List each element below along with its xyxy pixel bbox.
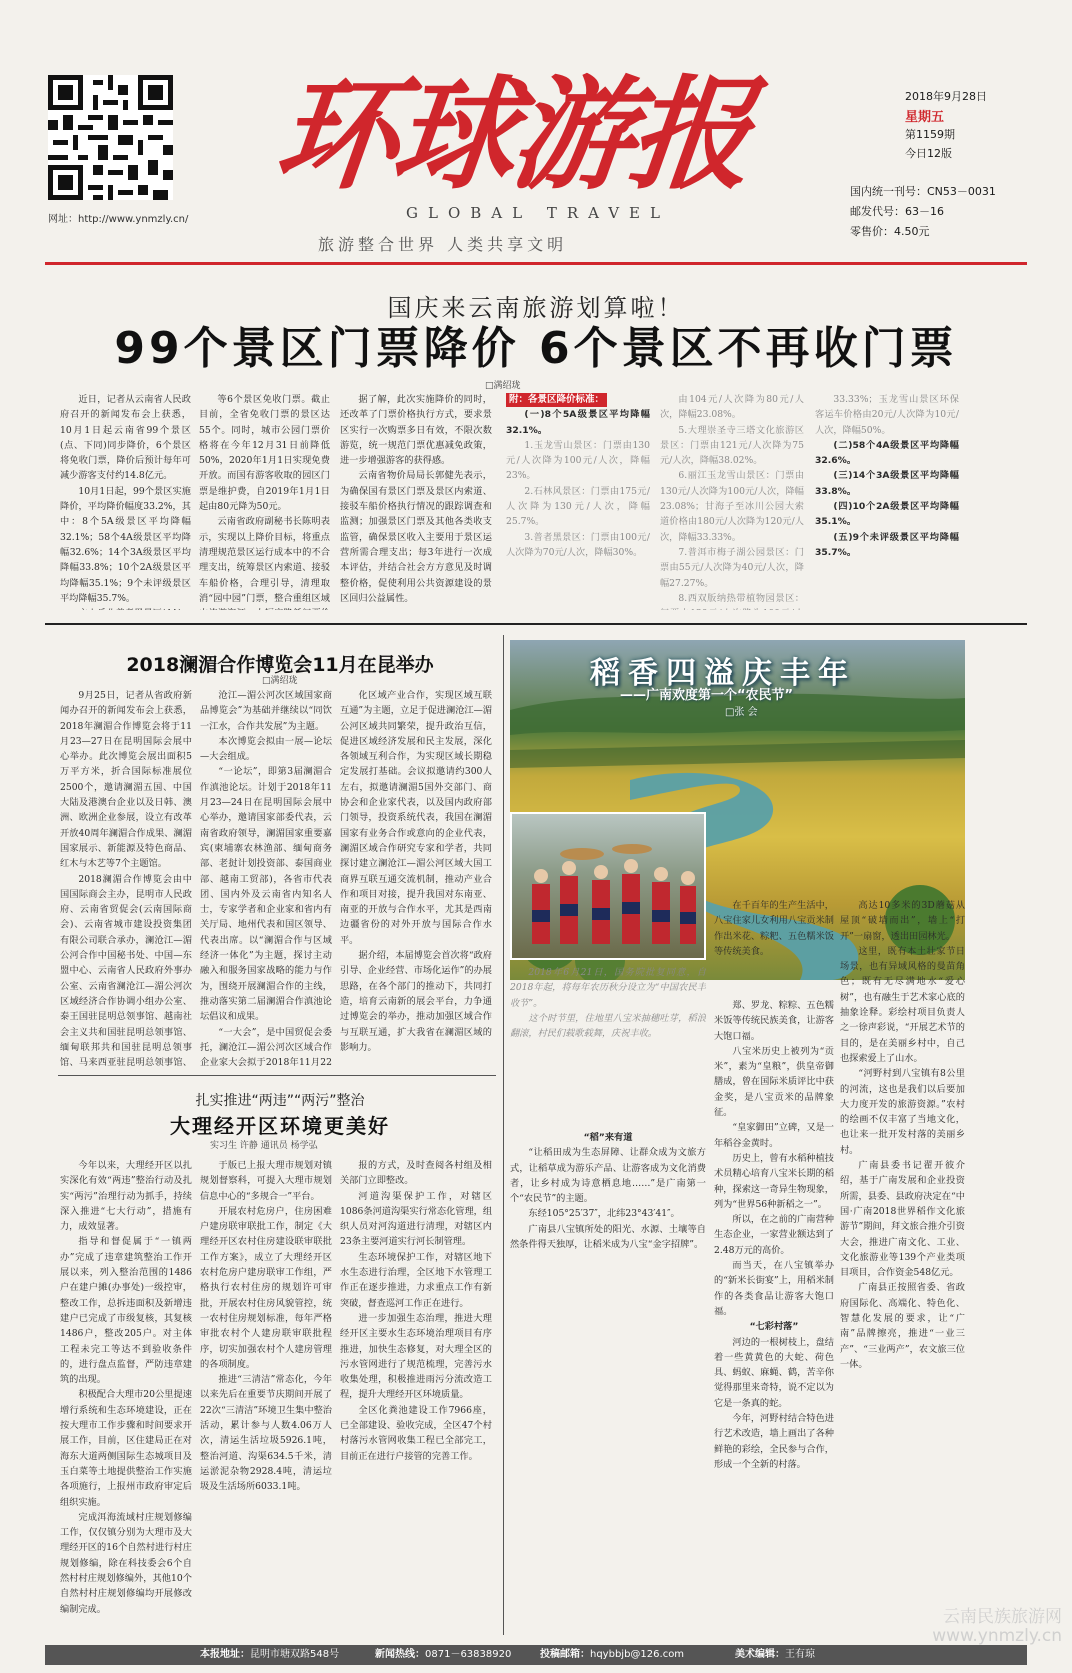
photo-italic-col: 2018年6月21日，国务院批复同意，自2018年起，将每年农历秋分设立为“中国农民丰收节”。 这个时节里，住地里八宝米抽穗吐芽，稻浪翻滚，村民们载歌载舞，庆祝丰收。 <box>510 967 706 1040</box>
photo-subtitle: ——广南欢度第一个“农民节” <box>620 688 794 703</box>
dali-headline: 大理经开区环境更美好 <box>170 1114 390 1138</box>
address: 昆明市塘双路548号 <box>250 1649 340 1660</box>
expo-divider <box>58 1075 496 1076</box>
section-divider <box>45 623 1027 625</box>
dali-col-2: 于版已上报大理市规划对镇规划督察科，可提入大理市规划信息中心的“多规合一”平台。 开展农村危房户，住房困难户建房联审联批工作，制定《大理经开区农村住房建设联审联批工作方案》，成立了大理经开区农村危房户建房联审工作组，严格执行农村住房的规划许可审批，开展农村住房风貌管控，统一农村住房规划标准，每年严格审批农村个人建房联审联批程序，切实加强农村个人建房管理的各项制度。 推进“三清洁”常态化，今年以来先后在重要节庆期间开展了22次“三清洁”环境卫生集中整治活动，累计参与人数4.06万人次，清运生活垃圾5926.1吨，整治河道、沟渠634.5千米，清运淤泥杂物2928.4吨，清运垃圾及生活场所6033.1吨。 <box>200 1160 332 1493</box>
issue-date: 2018年9月28日 <box>905 90 987 103</box>
photo-col-mid: 郑、罗龙、粽粽、五色糯米饭等传统民族美食，让游客大饱口福。 八宝米历史上被列为“贡米”，素为“皇粮”，供皇帝御膳成，曾在国际米质评比中获金奖，是八宝贡米的品牌象征。 “皇家御田”立碑，又是一年稻谷金黄时。 历史上，曾有水稻种植技术员精心培育八宝米长期的稻种，探索这一奇异生物现象，列为“世界56种新稻之一”。 所以，在之前的广南营种生态企业，一家营业额达到了2.48万元的高价。 而当天，在八宝镇举办的“新米长街宴”上，用稻米制作的各类食品让游客大饱口福。 “七彩村落” 河边的一根树枝上，盘结着一些黄黄色的大蛇、荷色具、蚂蚁、麻蝇、鹤，苦辛你觉得那里来奇特，说不定以为它是一条真的蛇。 今年，河野村结合特色进行艺术改造，墙上画出了各种鲜艳的彩绘，全民参与合作，形成一个全新的村落。 <box>714 1000 834 1470</box>
dali-col-3: 报的方式，及时查阅各村组及相关部门立即整改。 河道沟渠保护工作，对辖区1086条河道沟渠实行常态化管理，组织人员对河沟道进行清理，对辖区内23条主要河道实行河长制管理。 生态环境保护工作，对辖区地下水生态进行治理，全区地下水管理工作正在逐步推进，力求重点工作有新突破，督查巡河工作正在进行。 进一步加强生态治理，推进大理经开区主要水生态环境治理项目有序推进，加快生态修复，对大理全区的污水管网进行了规范梳理，完善污水收集处理，积极推进雨污分流改造工程，提升大理经开区环境质量。 全区化粪池建设工作7966座，已全部建设、验收完成，全区47个村村落污水管网收集工程已全部完工，目前正在进行户接管的完善工作。 <box>340 1160 492 1462</box>
lead-sidebar: 附：各景区降价标准： (一)8个5A级景区平均降幅32.1%。 1.玉龙雪山景区：门票由130元/人次降为100元/人次，降幅23%。 2.石林风景区：门票由175元/人次降为130元/人次，降幅25.7%。 3.普者黑景区：门票由100元/人次降为70元/人次，降幅30%。 <box>506 394 650 558</box>
lead-sidebar-col-2: 由104元/人次降为80元/人次，降幅23.08%。 5.大理崇圣寺三塔文化旅游区景区：门票由121元/人次降为75元/人次，降幅38.02%。 6.丽江玉龙雪山景区：门票由130元/人次降为100元/人次，降幅23.08%；甘海子至冰川公园大索道价格由180元/人次降为120元/人次，降幅33.33%。 7.普洱市梅子湖公园景区：门票由55元/人次降为40元/人次，降幅27.27%。 8.西双版纳热带植物园景区： <box>660 394 804 604</box>
phone-label: 新闻热线： <box>375 1649 425 1660</box>
issue-number: 第1159期 <box>905 128 955 141</box>
photo-title: 稻香四溢庆丰年 <box>590 656 856 691</box>
photo-col-left: “稻”来有道 “让稻田成为生态屏障、让群众成为文旅方式，让稻草成为游乐产品、让游客成为文化消费者，让乡村成为诗意栖息地……”是广南第一个“农民节”的主题。 东经105°25′37″，北纬23°43′41″。 广南县八宝镇所处的阳光、水源、土壤等自然条件得天独厚，让稻米成为八宝“金字招牌”。 <box>510 1132 706 1251</box>
watermark-line-1: 云南民族旅游网 <box>943 1607 1062 1627</box>
editor-label: 美术编辑： <box>735 1649 785 1660</box>
lead-sidebar-col-3: 33.33%；玉龙雪山景区环保客运车价格由20元/人次降为10元/人次，降幅50%。 (二)58个4A级景区平均降幅32.6%。 (三)14个3A级景区平均降幅33.8%。 (四)10个2A级景区平均降幅35.1%。 (五)9个未评级景区平均降幅35.7%。 <box>815 394 959 558</box>
expo-col-3: 化区域产业合作，实现区域互联互通”为主题，立足于促进澜沧江—湄公河区域共同繁荣，提升政治互信，促进区域经济发展和民主发展，深化各领域互利合作，为实现区域长期稳定发展打基础。会议拟邀请约300人左右，拟邀请澜湄5国外交部门、商协会和企业家代表，以及国内政府部门领导，投资系统代表，我国在澜湄国家有业务合作或意向的企业代表，澜湄区域合作研究专家和学者，共同探讨建立澜沧江—湄公河区域大国工商界互联互通交流机制，推动产业合作和项目对接，提升我国对东南亚、南亚的开放与合作水平，尤其是西南边疆省份的对外开放与国际合作水平。 据介绍，本届博览会首次将“政府引导、企业经营、市场化运作”的办展思路，在各个部门的推动下，共同打造，培育云南新的展会平台，力争通过博览会的举办，推动加强区域合作与互联互通，扩大我省在澜湄区域的影响力。 <box>340 690 492 1053</box>
email-label: 投稿邮箱： <box>540 1649 590 1660</box>
photo-byline: □张 会 <box>725 707 758 718</box>
issue-pages: 今日12版 <box>905 147 952 160</box>
lead-col-2: 等6个景区免收门票。截止目前，全省免收门票的景区达55个。同时，城市公园门票价格将在今年12月31日前降低50%，2020年1月1日实现免费开放。而国有游客收取的园区门票是维护费，自2019年1月1日起由80元降为50元。 云南省政府副秘书长陈明表示，实现以上降价目标，将重点清理规范景区运行成本中的不合理支出，统筹景区内索道、接驳车船价格，合理引导，清理取消“园中园”门票，整合重组区域 <box>199 394 330 604</box>
website[interactable]: 网址：http://www.ynmzly.cn/ <box>48 214 189 225</box>
dali-kicker: 扎实推进“两违”“两污”整治 <box>195 1093 365 1109</box>
dali-col-1: 今年以来，大理经开区以扎实深化有效“两违”整治行动及扎实“两污”治理行动为抓手，持续深入推进“七大行动”，措施有力，成效显著。 指导和督促属于“一镇两办”完成了违章建筑整治工作开展以来，列入整治范围的1486户在建户摊(办事处)一级控审，整改工作，总拆违面积及新增违建户已完成了市级复核，其复核1486户，整改205户。对主体工程未完工等达不到验收条件的，进行盘点监督，严防违章建筑的出现。 积极配合大理市20公里提速增行系统和生态环境建设，正在按大理市工作步骤和时间要求开展工作，目前，区住建局正在对海东大道两侧国际生态城项目及玉白菜等土地提供整治工作实施各项施行，上报州市政府审定后组织实施。 完成洱海流域村庄规划修编工作，仅仅镇分别为大理市及大理经开区的16个自然村进行村庄规划修编，除在科技委会6个自然村村庄规划修编外，其他10个自然村村庄规划修编均开展修改编制完成。 <box>60 1160 192 1615</box>
cn-number: 国内统一刊号：CN53－0031 <box>850 185 996 198</box>
editor: 王有琼 <box>785 1649 815 1660</box>
watermark <box>852 1608 1062 1646</box>
lead-col-1: 近日，记者从云南省人民政府召开的新闻发布会上获悉，10月1日起云南省99个景区(点、下同)同步降价，6个景区将免收门票，降价后预计每年可减少游客支付约14.8亿元。 10月1日起，99个景区实施降价，平均降价幅度33.2%，其中：8个5A级景区平均降幅32.1%；58个4A级景区平均降幅32.6%；14个3A级景区平均降幅33.8%；10个2A级景区平均降幅35.1%；9个未评级景区平均降幅35.7%。 <box>60 394 191 604</box>
price: 零售价：4.50元 <box>850 225 930 238</box>
column-divider <box>503 635 504 1635</box>
issue-weekday: 星期五 <box>905 110 945 125</box>
photo-caption-col-2: 高达10多米的3D蘑菇从屋顶“破墙而出”，墙上“打开”一扇窗，透出田园林光。 这里，既有本土壮家节日场景，也有异域风格的曼苗角色；既有无尽满地水“爱心树”，也有融生于艺术家心底的抽象诠释。彩绘村项目负责人之一徐声彩说，“开展艺术节的目的，是在美丽乡村中，自己也探索爱上了山水。 “河野村到八宝镇有8公里的河流，这也是我们以后要加大力度开发的旅游资源。”农村的绘画不仅丰富了当地文化，也让来一批开发村落的美丽乡村。 广南县委书记翟开彼介绍，基于广南发展和企业投资所需，县委、县政府决定在“中国·广南2018世界稻作文化旅游节”期间，拜文旅合推介引资大会，推进广南文化、工业、文化旅游业等139个产业类项目项目，合作资金548亿元。 广南县正按照省委、省政府国际化、高端化、特色化、智慧化发展的要求，让“广南”品牌擦亮，推进“一业三产”、“三业两产”，农文旅三位一体。 <box>840 900 965 1370</box>
postal-code: 邮发代号：63－16 <box>850 205 944 218</box>
watermark-line-2: www.ynmzly.cn <box>932 1626 1062 1646</box>
newspaper-title: 环球游报 <box>268 64 756 206</box>
dancers-photo <box>510 812 706 960</box>
expo-col-1: 9月25日，记者从省政府新闻办召开的新闻发布会上获悉，2018年澜湄合作博览会将于11月23—27日在昆明国际会展中心举办。此次博览会展出面积5万平方米，折合国际标准展位2500个，邀请澜湄五国、中国大陆及港澳台企业以及日韩、澳洲、欧洲企业参展，设立有改革开放40周年澜湄合作成果、澜湄国家展示、新能源及特色商品、红木与木艺等7个主题馆。 2018澜湄合作博览会由中国国际商会主办，昆明市人民政府、云南省贸促会(云南国际商会)、云南省城市建设投资集团有限公司联合承办，澜沧江—湄公河合作中国秘书处、中国—东盟中心、云南省人民政府外事办公室、云南省澜沧江—湄公河次区域经济合作协调小组办公室、泰王国驻昆明总领事馆、越南社会主义共和国驻昆明总领事馆、缅甸联邦共和国驻昆明总领事馆、马来西亚驻昆明总领事馆、 <box>60 690 192 1068</box>
lead-headline: 99个景区门票降价 6个景区不再收门票 <box>114 323 958 374</box>
dali-byline: 实习生 许静 通讯员 杨学弘 <box>210 1141 318 1151</box>
expo-headline: 2018澜湄合作博览会11月在昆举办 <box>126 654 434 676</box>
expo-byline: □满绍珑 <box>262 676 298 686</box>
expo-col-2: 沧江—湄公河次区域国家商品博览会”为基础并继续以“同饮一江水，合作共发展”为主题。 本次博览会拟由一展—论坛—大会组成。 “一论坛”，即第3届澜湄合作滇池论坛。计划于2018年11月23—24日在昆明国际会展中心举办，邀请国家部委代表，云南省政府领导，澜湄国家重要嘉宾(柬埔寨农林渔部、缅甸商务部、老挝计划投资部、泰国商业部、越南工贸部)，各省市代表团、国内外及云南省内知名人士，专家学者和企业家和省内有关厅局、地州代表和国区领导、代表出席。以“澜湄合作与区域经济一体化”为主题，探讨主动融入和服务国家战略的能力与作为，围绕开展澜湄合作的主线，推动落实第二届澜湄合作滇池论坛倡议和成果。 “一大会”，是中国贸促会委托，澜沧江—湄公河次区域合作企业家大会拟于2018年11月22 <box>200 690 332 1068</box>
lead-byline: □满绍珑 <box>485 381 521 391</box>
qr-code <box>48 75 173 200</box>
footer-bar <box>45 1645 1027 1665</box>
photo-caption-col-1: 在千百年的生产生活中，八宝住家儿女利用八宝贡米制作出米花、粽粑、五色糯米饭等传统美食。 <box>714 900 834 957</box>
lead-col-3: 据了解，此次实施降价的同时，还改革了门票价格执行方式，要求景区实行一次购票多日有效，不限次数游览，统一规范门票优惠减免政策，进一步增强游客的获得感。 云南省物价局局长郭健先表示，为确保国有景区门票及景区内索道、接驳车船价格执行情况的跟踪调查和监测；加强景区门票及其他各类收支监管，确保景区收入主要用于景区运营所需合理支出；每3年进行一次成本评估，并结合社会方方意见及时调整价格，促使利用公共资源建设的景区回归公益属性。 <box>340 394 492 604</box>
email[interactable]: hqybbjb@126.com <box>590 1649 685 1660</box>
newspaper-title-en: GLOBAL TRAVEL <box>406 204 670 222</box>
sidebar-title: 附：各景区降价标准： <box>506 393 607 407</box>
phone: 0871－63838920 <box>425 1649 512 1660</box>
masthead-divider <box>45 262 1027 265</box>
slogan: 旅游整合世界 人类共享文明 <box>318 235 568 254</box>
address-label: 本报地址： <box>200 1649 250 1660</box>
lead-kicker: 国庆来云南旅游划算啦！ <box>387 294 685 322</box>
